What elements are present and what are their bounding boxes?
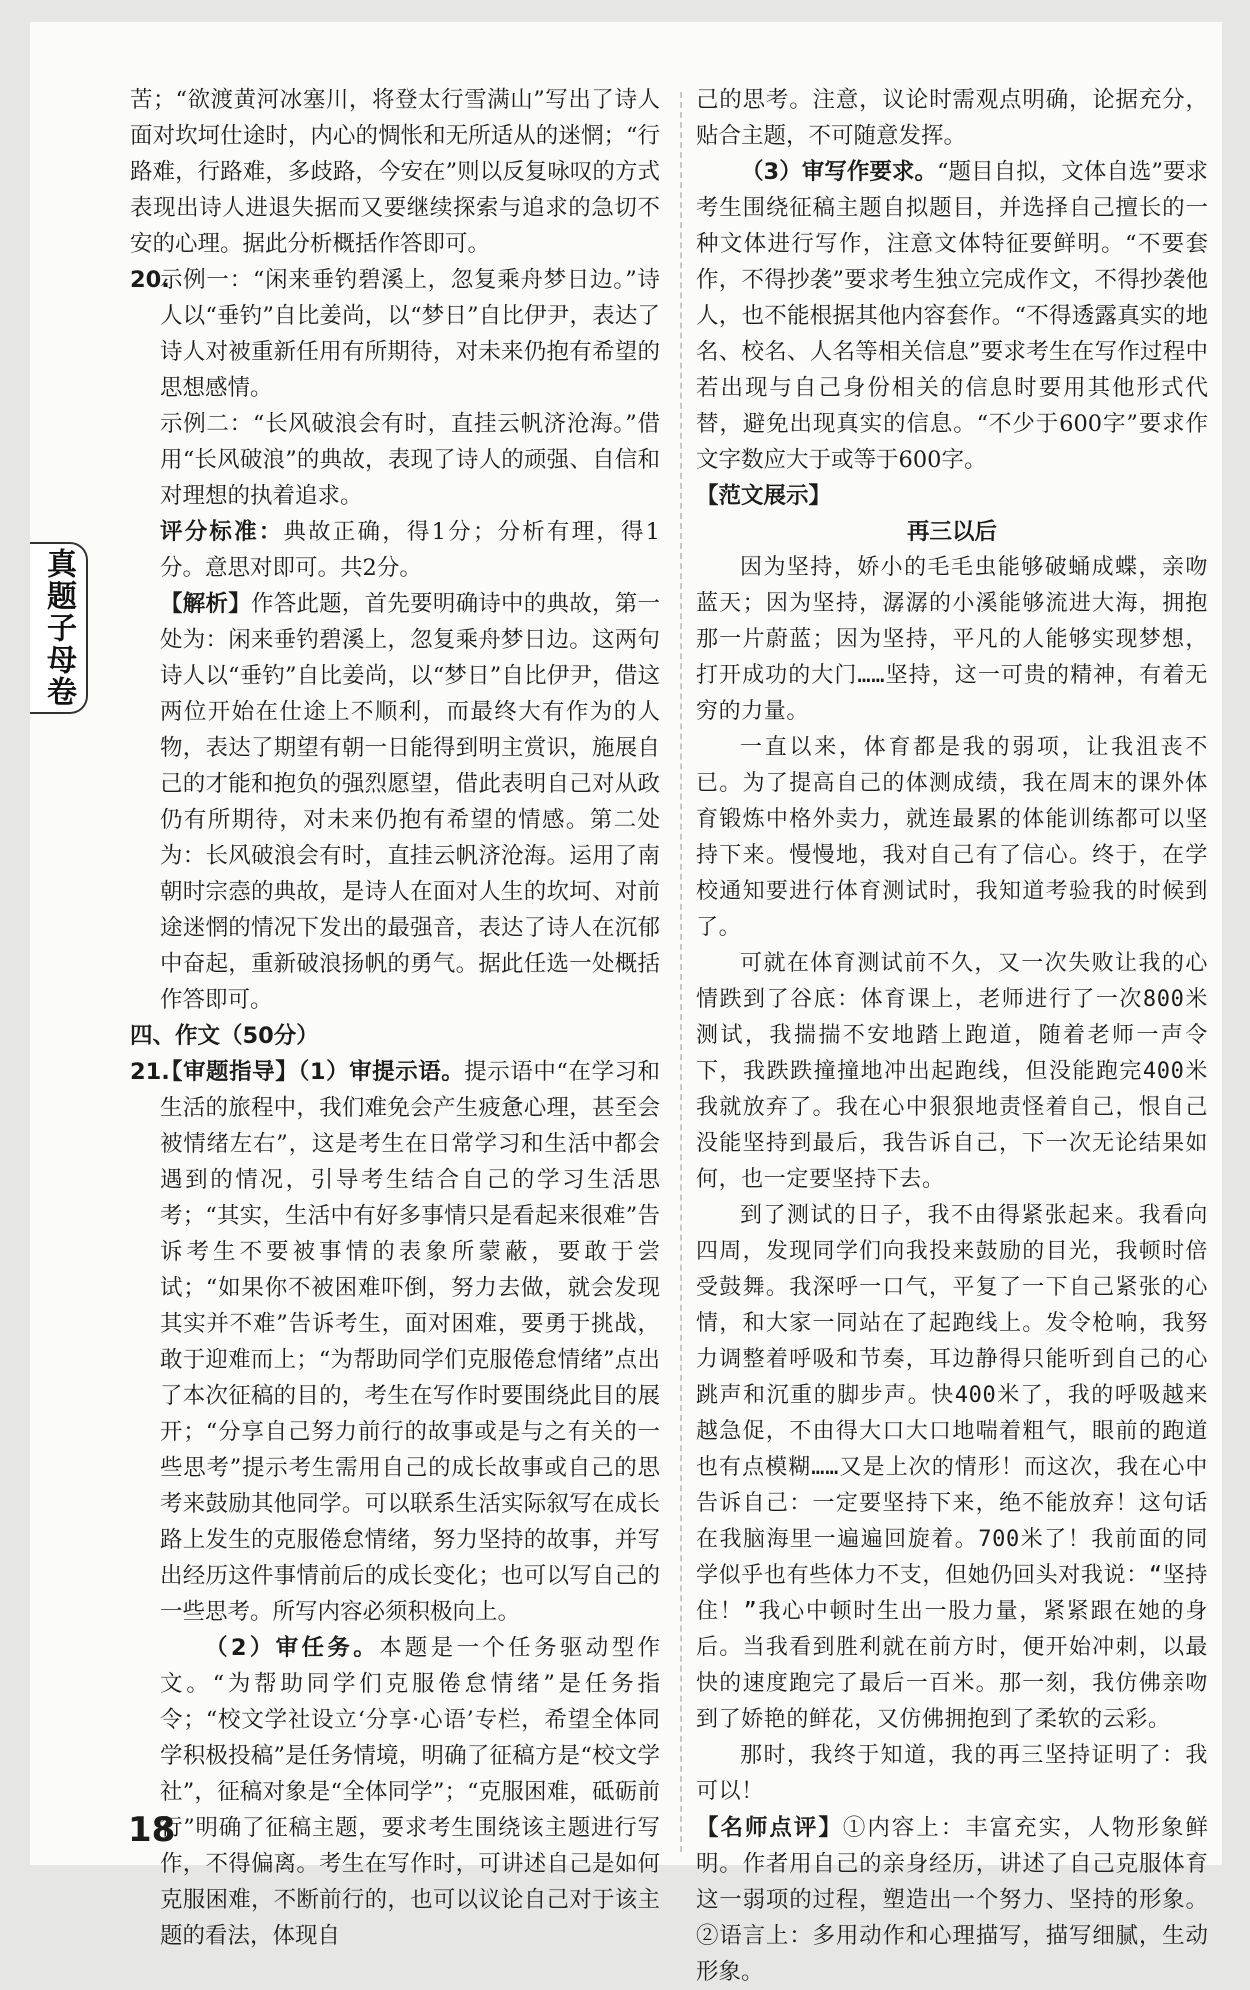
side-tab-label: 真题子母卷 <box>41 548 76 708</box>
q20-rubric-label: 评分标准： <box>160 519 284 545</box>
q21-guide-p2-continued: 己的思考。注意，议论时需观点明确，论据充分，贴合主题，不可随意发挥。 <box>696 87 1208 149</box>
essay-paragraph: 一直以来，体育都是我的弱项，让我沮丧不已。为了提高自己的体测成绩，我在周末的课外体育锻炼中格外卖力，就连最累的体能训练都可以坚持下来。慢慢地，我对自己有了信心。终于，在学校通知要进行体育测试时，我知道考验我的时候到了。 <box>696 735 1208 940</box>
q20-example-1: 示例一：“闲来垂钓碧溪上，忽复乘舟梦日边。”诗人以“垂钓”自比姜尚，以“梦日”自比伊尹，表达了诗人对被重新任用有所期待，对未来仍抱有希望的思想感情。 <box>160 267 660 401</box>
q20-analysis <box>160 586 660 1018</box>
q21-sub1-text: 提示语中“在学习和生活的旅程中，我们难免会产生疲惫心理，甚至会被情绪左右”，这是考生在日常学习和生活中都会遇到的情况，引导考生结合自己的学习生活思考；“其实，生活中有好多事情只是看起来很难”告诉考生不要被事情的表象所蒙蔽，要敢于尝试；“如果你不被困难吓倒，努力去做，就会发现其实并不难”告诉考生，面对困难，要勇于挑战，敢于迎难而上；“为帮助同学们克服倦怠情绪”点出了本次征稿的目的，考生在写作时要围绕此目的展开；“分享自己努力前行的故事或是与之有关的一些思考”提示考生需用自己的成长故事或自己的思考来鼓励其他同学。可以联系生活实际叙写在成长路上发生的克服倦怠情绪，努力坚持的故事，并写出经历这件事情前后的成长变化；也可以写自己的一些思考。所写内容必须积极向上。 <box>160 1059 660 1625</box>
q21-sub1-label: （1）审提示语。 <box>298 1059 465 1085</box>
q21-sub3-text: “题目自拟，文体自选”要求考生围绕征稿主题自拟题目，并选择自己擅长的一种文体进行写作，注意文体特征要鲜明。“不要套作，不得抄袭”要求考生独立完成作文，不得抄袭他人，也不能根据其他内容套作。“不得透露真实的地名、校名、人名等相关信息”要求考生在写作过程中若出现与自己身份相关的信息时要用其他形式代替，避免出现真实的信息。“不少于600字”要求作文字数应大于或等于600字。 <box>696 159 1208 473</box>
essay-title: 再三以后 <box>906 519 997 545</box>
q21-guide-p3 <box>696 154 1208 478</box>
question-20-number: 20. <box>130 267 170 293</box>
teacher-comment-label: 【名师点评】 <box>696 1815 843 1841</box>
section-4-heading: 四、作文（50分） <box>130 1023 319 1049</box>
q21-sub2-label: （2）审任务。 <box>205 1635 380 1661</box>
essay-body <box>696 550 1208 1810</box>
q19-analysis-continued: 苦；“欲渡黄河冰塞川，将登太行雪满山”写出了诗人面对坎坷仕途时，内心的惆怅和无所适从的迷惘；“行路难，行路难，多歧路，今安在”则以反复咏叹的方式表现出诗人进退失据而又要继续探索与追求的急切不安的心理。据此分析概括作答即可。 <box>130 87 660 257</box>
q20-example-2: 示例二：“长风破浪会有时，直挂云帆济沧海。”借用“长风破浪”的典故，表现了诗人的顽强、自信和对理想的执着追求。 <box>160 411 660 509</box>
column-divider <box>680 92 682 1852</box>
q21-guide-p2 <box>160 1630 660 1954</box>
teacher-comment-text: ①内容上：丰富充实，人物形象鲜明。作者用自己的亲身经历，讲述了自己克服体育这一弱项的过程，塑造出一个努力、坚持的形象。②语言上：多用动作和心理描写，描写细腻，生动形象。 <box>696 1815 1208 1985</box>
sample-essay-label: 【范文展示】 <box>696 483 832 509</box>
essay-paragraph: 那时，我终于知道，我的再三坚持证明了：我可以！ <box>696 1743 1208 1804</box>
right-column <box>696 82 1208 1990</box>
question-20 <box>130 262 660 1018</box>
question-21 <box>130 1054 660 1954</box>
teacher-comment <box>696 1810 1208 1990</box>
question-21-number: 21. <box>130 1059 170 1085</box>
essay-paragraph: 可就在体育测试前不久，又一次失败让我的心情跌到了谷底：体育课上，老师进行了一次800米测试，我揣揣不安地踏上跑道，随着老师一声令下，我跌跌撞撞地冲出起跑线，但没能跑完400米我就放弃了。我在心中狠狠地责怪着自己，恨自己没能坚持到最后，我告诉自己，下一次无论结果如何，也一定要坚持下去。 <box>696 951 1208 1192</box>
q21-guide-label: 【审题指导】 <box>160 1059 299 1085</box>
q20-rubric-text: 典故正确，得1分；分析有理，得1分。意思对即可。共2分。 <box>160 519 660 581</box>
q21-guide-p1 <box>160 1054 660 1630</box>
left-column <box>130 82 660 1954</box>
q21-sub2-text: 本题是一个任务驱动型作文。“为帮助同学们克服倦怠情绪”是任务指令；“校文学社设立‘分享·心语’专栏，希望全体同学积极投稿”是任务情境，明确了征稿方是“校文学社”，征稿对象是“全体同学”；“克服困难，砥砺前行”明确了征稿主题，要求考生围绕该主题进行写作，不得偏离。考生在写作时，可讲述自己是如何克服困难，不断前行的，也可以议论自己对于该主题的看法，体现自 <box>160 1635 660 1949</box>
page-number: 18 <box>128 1810 176 1850</box>
q20-rubric <box>160 514 660 586</box>
page <box>30 22 1222 1985</box>
q20-analysis-text: 作答此题，首先要明确诗中的典故，第一处为：闲来垂钓碧溪上，忽复乘舟梦日边。这两句诗人以“垂钓”自比姜尚，以“梦日”自比伊尹，借这两位开始在仕途上不顺利，而最终大有作为的人物，表达了期望有朝一日能得到明主赏识，施展自己的才能和抱负的强烈愿望，借此表明自己对从政仍有所期待，对未来仍抱有希望的情感。第二处为：长风破浪会有时，直挂云帆济沧海。运用了南朝时宗悫的典故，是诗人在面对人生的坎坷、对前途迷惘的情况下发出的最强音，表达了诗人在沉郁中奋起，重新破浪扬帆的勇气。据此任选一处概括作答即可。 <box>160 591 660 1013</box>
essay-paragraph: 到了测试的日子，我不由得紧张起来。我看向四周，发现同学们向我投来鼓励的目光，我顿时倍受鼓舞。我深呼一口气，平复了一下自己紧张的心情，和大家一同站在了起跑线上。发令枪响，我努力调整着呼吸和节奏，耳边静得只能听到自己的心跳声和沉重的脚步声。快400米了，我的呼吸越来越急促，不由得大口大口地喘着粗气，眼前的跑道也有点模糊……又是上次的情形！而这次，我在心中告诉自己：一定要坚持下来，绝不能放弃！这句话在我脑海里一遍遍回旋着。700米了！我前面的同学似乎也有些体力不支，但她仍回头对我说：“坚持住！”我心中顿时生出一股力量，紧紧跟在她的身后。当我看到胜利就在前方时，便开始冲刺，以最快的速度跑完了最后一百米。那一刻，我仿佛亲吻到了娇艳的鲜花，又仿佛拥抱到了柔软的云彩。 <box>696 1203 1208 1732</box>
q20-analysis-label: 【解析】 <box>160 591 251 617</box>
essay-paragraph: 因为坚持，娇小的毛毛虫能够破蛹成蝶，亲吻蓝天；因为坚持，潺潺的小溪能够流进大海，拥抱那一片蔚蓝；因为坚持，平凡的人能够实现梦想，打开成功的大门……坚持，这一可贵的精神，有着无穷的力量。 <box>696 555 1208 724</box>
side-tab <box>30 542 88 714</box>
q21-sub3-label: （3）审写作要求。 <box>741 159 938 185</box>
